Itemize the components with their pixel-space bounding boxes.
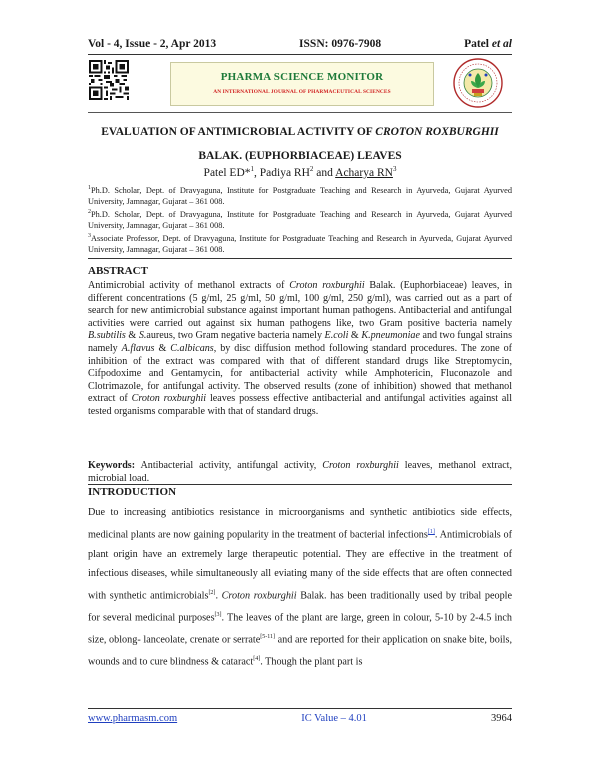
journal-subtitle: AN INTERNATIONAL JOURNAL OF PHARMACEUTICAL SCIENCES — [213, 89, 391, 95]
page-footer — [88, 713, 512, 724]
journal-banner — [170, 62, 434, 106]
journal-website-link[interactable]: www.pharmasm.com — [88, 713, 178, 724]
introduction-heading: INTRODUCTION — [88, 486, 177, 498]
paper-title: EVALUATION OF ANTIMICROBIAL ACTIVITY OF CROTON ROXBURGHII BALAK. (EUPHORBIACEAE) LEAVES — [101, 126, 499, 162]
affiliation-2: $^2$Ph.D. Scholar, Dept. of Dravyaguna, Institute for Postgraduate Teaching and Research in Ayurveda, Gujarat Ayurved University, Jamnagar, Gujarat – 361 008. — [88, 209, 512, 230]
abstract-rule — [88, 484, 512, 485]
volume-issue: Vol - 4, Issue - 2, Apr 2013 — [88, 38, 217, 50]
citation-link[interactable]: [1] — [427, 528, 435, 535]
ic-value: IC Value – 4.01 — [301, 713, 367, 724]
author-list: Patel ED*$^1$, Padiya $RH^2$ and Acharya $RN^3$ — [203, 165, 397, 179]
abstract-heading: ABSTRACT — [88, 265, 148, 277]
running-header — [88, 38, 512, 50]
corresponding-author-link[interactable]: Acharya RN — [335, 166, 393, 179]
issn: ISSN: 0976-7908 — [299, 38, 382, 50]
affiliation-rule — [88, 258, 512, 259]
keywords: Keywords: Antibacterial activity, antifungal activity, Croton roxburghii leaves, methanol extract, microbial load. — [88, 460, 512, 484]
journal-name: PHARMA SCIENCE MONITOR — [220, 71, 384, 83]
qr-code-icon — [89, 60, 129, 100]
abstract-body: Antimicrobial activity of methanol extracts of Croton roxburghii Balak. (Euphorbiaceae) leaves, in different concentrations (5 g/ml, 25 g/ml, 50 g/ml, 100 g/ml, 250 g/ml), was carried out as a part of search for new antimicrobial substance against important human pathogens. Antibacterial and antifungal activities were carried out against six human pathogens like, two Gram positive bacteria namely B.subtilis & S.aureus, two Gram negative bacteria namely E.coli & K.pneumoniae and two fungal strains namely A.flavus & C.albicans, by disc diffusion method following standard procedures. The zone of inhibition of the extract was compared with that of different standard drugs like Streptomycin, Cifpodoxime and Gentamycin, for antibacterial activity while Amphotericin, Fluconazole and Clotrimazole, for antifungal activity. The observed results (zone of inhibition) showed that methanol extract of Croton roxburghii leaves possess effective antibacterial and antifungal activities against all tested organisms comparable with that of standard drugs. — [88, 280, 513, 417]
affiliation-1: $^1$Ph.D. Scholar, Dept. of Dravyaguna, Institute for Postgraduate Teaching and Research in Ayurveda, Gujarat Ayurved University, Jamnagar, Gujarat – 361 008. — [88, 185, 512, 206]
header-rule-2 — [88, 112, 512, 113]
affiliation-3: $^3$Associate Professor, Dept. of Dravyaguna, Institute for Postgraduate Teaching and Research in Ayurveda, Gujarat Ayurved University, Jamnagar, Gujarat – 361 008. — [88, 233, 512, 254]
introduction-body: Due to increasing antibiotics resistance in microorganisms and synthetic antibiotics side effects, medicinal plants are now gaining popularity in the treatment of bacterial infections[1]. Antimicrobials of plant origin have an extremely large therapeutic potential. They are effective in the treatment of infectious diseases, while simultaneously all eviating many of the side effects that are often connected with synthetic antimicrobials[2]. Croton roxburghii Balak. has been traditionally used by tribal people for several medicinal purposes[3]. The leaves of the plant are large, green in colour, 5-10 by 2-4.5 inch size, oblong- lanceolate, crenate or serrate[5-11] and are reported for their application on snake bite, boils, wounds and to cure blindness & cataract[4]. Though the plant part is — [88, 507, 513, 668]
journal-seal-icon — [452, 57, 504, 109]
footer-rule — [88, 708, 512, 709]
page-number: 3964 — [490, 713, 512, 724]
header-rule — [88, 54, 512, 55]
author-short: Patel et al — [464, 38, 512, 50]
